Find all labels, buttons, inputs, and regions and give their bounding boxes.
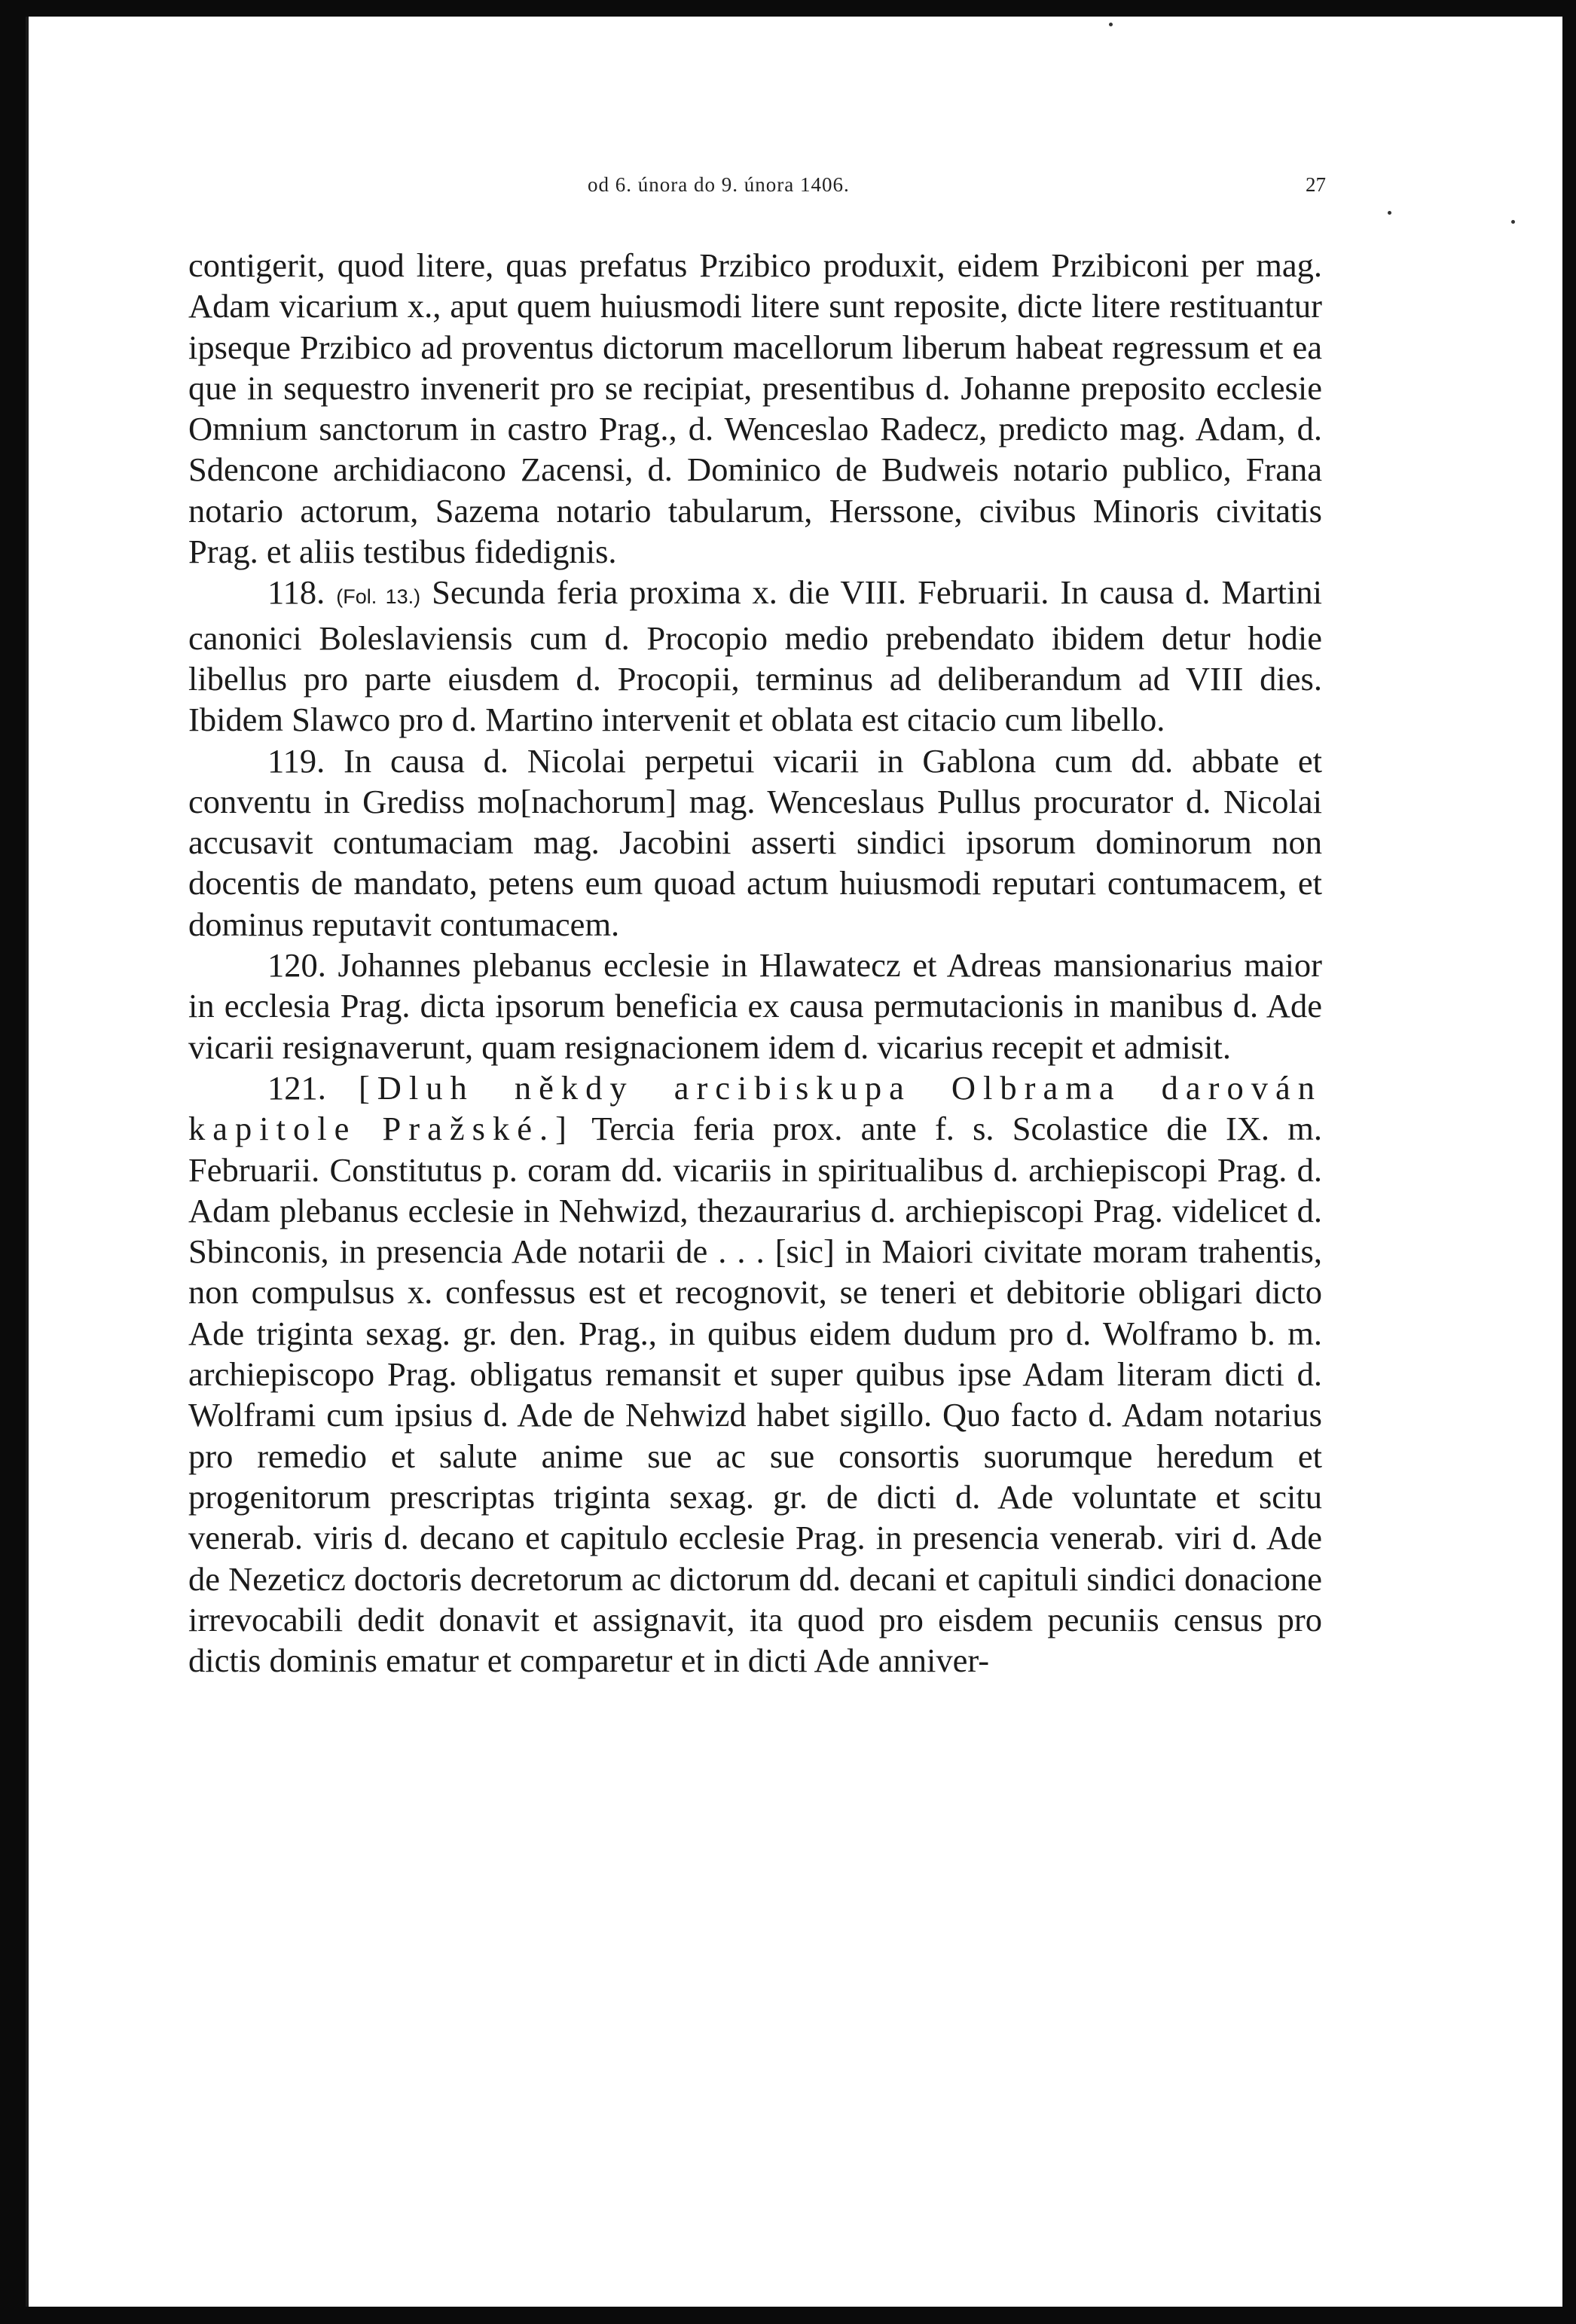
paragraph-continuation — [188, 245, 1322, 572]
scan-speck — [1511, 220, 1515, 224]
entry-text: Secunda feria proxima x. die VIII. Februarii. In causa d. Martini canonici Boleslaviensis cum d. Procopio medio prebendato ibidem detur hodie libellus pro parte eiusdem d. Procopii, terminus ad deliberandum ad VIII dies. Ibidem Slawco pro d. Martino intervenit et oblata est citacio cum libello. — [188, 573, 1323, 739]
paragraph-text: contigerit, quod litere, quas prefatus Przibico produxit, eidem Przibiconi per mag. Adam vicarium x., aput quem huiusmodi litere sunt reposite, dicte litere restituantur ipseque Przibico ad proventus dictorum macellorum liberum habeat regressum et ea que in sequestro invenerit pro se recipiat, presentibus d. Johanne preposito ecclesie Omnium sanctorum in castro Prag., d. Wenceslao Radecz, predicto mag. Adam, d. Sdencone archidiacono Zacensi, d. Dominico de Budweis notario publico, Frana notario actorum, Sazema notario tabularum, Herssone, civibus Minoris civitatis Prag. et aliis testibus fidedignis. — [188, 246, 1322, 571]
entry-120 — [188, 945, 1322, 1067]
entry-121 — [188, 1067, 1322, 1681]
entry-number: 120. — [267, 946, 326, 985]
folio-reference: (Fol. 13.) — [336, 585, 421, 609]
document-body — [188, 245, 1322, 1681]
entry-text: Tercia feria prox. ante f. s. Scolastice die IX. m. Februarii. Constitutus p. coram dd. vicariis in spiritualibus d. archiepiscopi Prag. d. Adam plebanus ecclesie in Nehwizd, thezaurarius d. archiepiscopi Prag. videlicet d. Sbinconis, in presencia Ade notarii de . . . [sic] in Maiori civitate moram trahentis, non compulsus x. confessus est et recognovit, se teneri et debitorie obligari dicto Ade triginta sexag. gr. den. Prag., in quibus eidem dudum pro d. Wolframo b. m. archiepiscopo Prag. obligatus remansit et super quibus ipse Adam literam dicti d. Wolframi cum ipsius d. Ade de Nehwizd habet sigillo. Quo facto d. Adam notarius pro remedio et salute anime sue ac sue consortis suorumque heredum et progenitorum prescriptas triginta sexag. gr. de dicti d. Ade voluntate et scitu venerab. viris d. decano et capitulo ecclesie Prag. in presencia venerab. viri d. Ade de Nezeticz doctoris decretorum ac dictorum dd. decani et capituli sindici donacione irrevocabili dedit donavit et assignavit, ita quod pro eisdem pecuniis census pro dictis dominis ematur et comparetur et in dicti Ade anniver- — [188, 1110, 1322, 1680]
entry-119 — [188, 741, 1322, 945]
entry-number: 119. — [267, 741, 325, 780]
scan-speck — [1109, 23, 1113, 26]
entry-heading: [Dluh někdy arcibiskupa Olbrama darován kapitole Pražské.] — [188, 1068, 1322, 1148]
entry-text: In causa d. Nicolai perpetui vicarii in Gablona cum dd. abbate et conventu in Grediss mo[nachorum] mag. Wenceslaus Pullus procurator d. Nicolai accusavit contumaciam mag. Jacobini asserti sindici ipsorum dominorum non docentis de mandato, petens eum quoad actum huiusmodi reputari contumacem, et dominus reputavit contumacem. — [188, 741, 1323, 943]
entry-number: 121. — [267, 1068, 326, 1107]
entry-text: Johannes plebanus ecclesie in Hlawatecz et Adreas mansionarius maior in ecclesia Prag. dicta ipsorum beneficia ex causa permutacionis in manibus d. Ade vicarii resignaverunt, quam resignacionem idem d. vicarius recepit et admisit. — [188, 946, 1322, 1066]
running-head — [181, 173, 1326, 203]
entry-118 — [188, 572, 1322, 740]
page-edge-shadow — [26, 17, 29, 2307]
running-head-title: od 6. února do 9. února 1406. — [588, 173, 850, 196]
page-number: 27 — [1306, 173, 1326, 196]
entry-number: 118. — [267, 573, 325, 612]
scan-speck — [1388, 211, 1391, 215]
